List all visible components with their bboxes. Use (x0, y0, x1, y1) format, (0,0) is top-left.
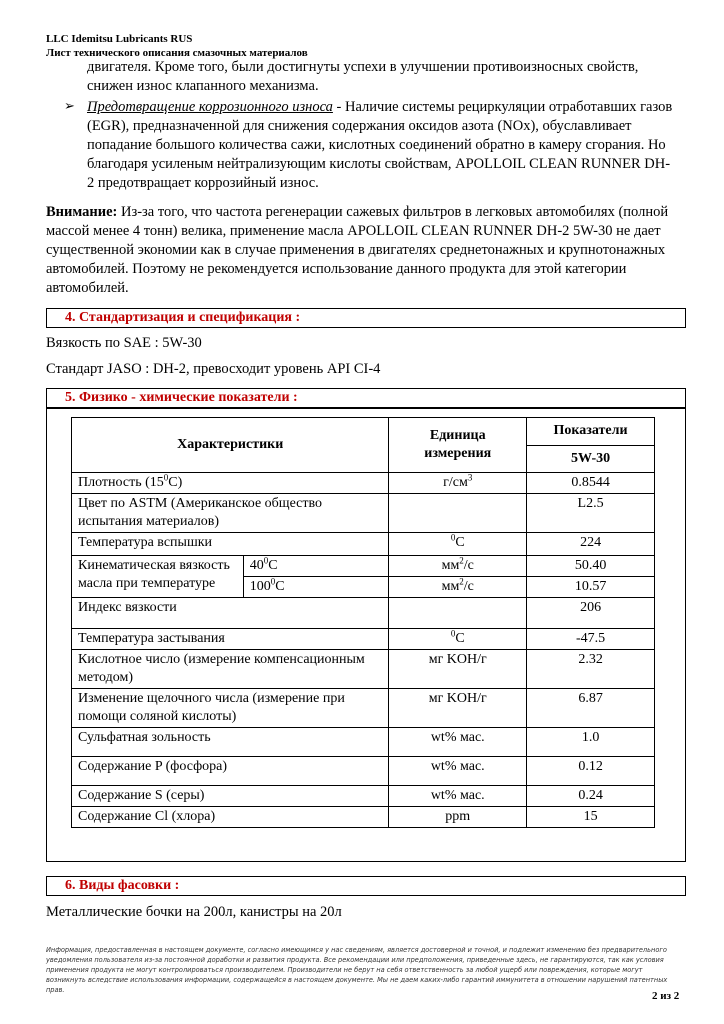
row-value: 1.0 (527, 728, 655, 757)
row-unit: $^0$C (389, 533, 527, 556)
bullet-dash: - (332, 99, 346, 115)
row-unit: wt% мас. (389, 757, 527, 786)
row-unit (389, 598, 527, 629)
row-value: 0.8544 (527, 473, 655, 494)
row-unit: ppm (389, 807, 527, 828)
section-heading-packaging: 6. Виды фасовки : (46, 876, 686, 896)
table-row (72, 473, 655, 494)
warning-line: автомобилей. Поэтому не рекомендуется использование данного продукта для этой категории (46, 261, 627, 277)
table-row (72, 598, 655, 629)
row-value: 15 (527, 807, 655, 828)
row-unit: wt% мас. (389, 786, 527, 807)
continuation-line: двигателя. Кроме того, были достигнуты успехи в улучшении противоизносных свойств, (87, 59, 639, 75)
bullet-arrow-icon: ➢ (64, 98, 75, 113)
row-name: Индекс вязкости (72, 598, 389, 629)
bullet-title: Предотвращение коррозионного износа (87, 99, 333, 115)
row-unit: $^0$C (389, 629, 527, 650)
bullet-line: Наличие системы рециркуляции отработавших газов (345, 99, 673, 115)
row-name: Содержание S (серы) (72, 786, 389, 807)
row-value: 206 (527, 598, 655, 629)
row-value: -47.5 (527, 629, 655, 650)
table-row (72, 757, 655, 786)
warning-line: Из-за того, что частота регенерации сажевых фильтров в легковых автомобилях (полной (117, 204, 669, 220)
table-row (72, 533, 655, 556)
row-unit: $мм^2/с$ (389, 577, 527, 598)
bullet-line: 2 предотвращает коррозийный износ. (87, 175, 319, 191)
continuation-paragraph (87, 58, 687, 96)
section-heading-standards: 4. Стандартизация и спецификация : (46, 308, 686, 328)
row-name: Кинематическая вязкость масла при температуре (72, 556, 244, 598)
warning-paragraph (46, 203, 696, 298)
row-temp: $40^0C$ (243, 556, 389, 577)
continuation-line: снижен износ клапанного механизма. (87, 78, 319, 94)
row-name: Цвет по ASTM (Американское общество испытания материалов) (72, 494, 389, 533)
sae-viscosity: Вязкость по SAE : 5W-30 (46, 335, 202, 351)
table-row (72, 556, 655, 577)
row-name: Содержание P (фосфора) (72, 757, 389, 786)
row-name: Содержание Cl (хлора) (72, 807, 389, 828)
header-values: Показатели (527, 418, 655, 446)
document-title: Лист технического описания смазочных материалов (46, 47, 308, 59)
row-unit: мг KOH/г (389, 689, 527, 728)
row-value: 50.40 (527, 556, 655, 577)
header-unit: Единица измерения (389, 418, 527, 473)
warning-line: массой менее 4 тонн) велика, применение масла APOLLOIL CLEAN RUNNER DH-2 5W-30 не дает (46, 223, 661, 239)
row-name: Изменение щелочного числа (измерение при помощи соляной кислоты) (72, 689, 389, 728)
warning-line: автомобилей. (46, 280, 129, 296)
row-name: Температура застывания (72, 629, 389, 650)
row-name: Кислотное число (измерение компенсационным методом) (72, 650, 389, 689)
row-value: 0.24 (527, 786, 655, 807)
bullet-line: (EGR), предназначенной для снижения содержания оксидов азота (NOx), обуславливает (87, 118, 632, 134)
page-number: 2 из 2 (652, 990, 680, 1002)
company-name: LLC Idemitsu Lubricants RUS (46, 33, 193, 45)
row-temp: $100^0C$ (243, 577, 389, 598)
row-name: Плотность $(15^0C)$ (72, 473, 389, 494)
disclaimer: Информация, предоставленная в настоящем документе, согласно имеющимся у нас сведениям, является достоверной и точной, и подлежит изменению без предварительного уведомления пользователя из-за постоянной доработки и развития продукта. Все рекомендации или предположения, приведенные здесь, не гарантируются, так как условия применения продукта не могут контролироваться производителем. Производители не берут на себя ответственность за любой ущерб или повреждения, которые могут возникнуть вследствие использования информации, содержащейся в настоящем документе. Мы не даем каких-либо гарантий иммунитета в отношении нарушений патентных прав. (46, 946, 668, 994)
table-row (72, 728, 655, 757)
row-value: 0.12 (527, 757, 655, 786)
warning-label: Внимание: (46, 204, 118, 220)
row-value: 224 (527, 533, 655, 556)
row-unit: мг KOH/г (389, 650, 527, 689)
row-unit: $мм^2/с$ (389, 556, 527, 577)
row-unit: $г/см^3$ (389, 473, 527, 494)
row-unit (389, 494, 527, 533)
header-grade: 5W-30 (527, 445, 655, 473)
table-row (72, 689, 655, 728)
table-row (72, 494, 655, 533)
row-value: 6.87 (527, 689, 655, 728)
row-value: L2.5 (527, 494, 655, 533)
row-unit: wt% мас. (389, 728, 527, 757)
packaging-text: Металлические бочки на 200л, канистры на 20л (46, 904, 342, 920)
jaso-standard: Стандарт JASO : DH-2, превосходит уровень API CI-4 (46, 361, 381, 377)
bullet-line: попадание большого количества сажи, кислотных соединений обратно в камеру сгорания. Но (87, 137, 666, 153)
warning-line: существенной экономии как в случае применения в двигателях среднетонажных и крупнотонажных (46, 242, 666, 258)
table-row (72, 807, 655, 828)
table-row (72, 786, 655, 807)
bullet-corrosion (87, 98, 687, 193)
table-row (72, 650, 655, 689)
bullet-line: благодаря усиленым нейтрализующим кислоты свойствам, APOLLOIL CLEAN RUNNER DH- (87, 156, 671, 172)
header-characteristics: Характеристики (72, 418, 389, 473)
properties-table (71, 417, 655, 828)
table-row (72, 629, 655, 650)
row-value: 2.32 (527, 650, 655, 689)
row-name: Сульфатная зольность (72, 728, 389, 757)
section-heading-properties: 5. Физико - химические показатели : (46, 388, 686, 408)
row-name: Температура вспышки (72, 533, 389, 556)
row-value: 10.57 (527, 577, 655, 598)
table-header-row (72, 418, 655, 446)
